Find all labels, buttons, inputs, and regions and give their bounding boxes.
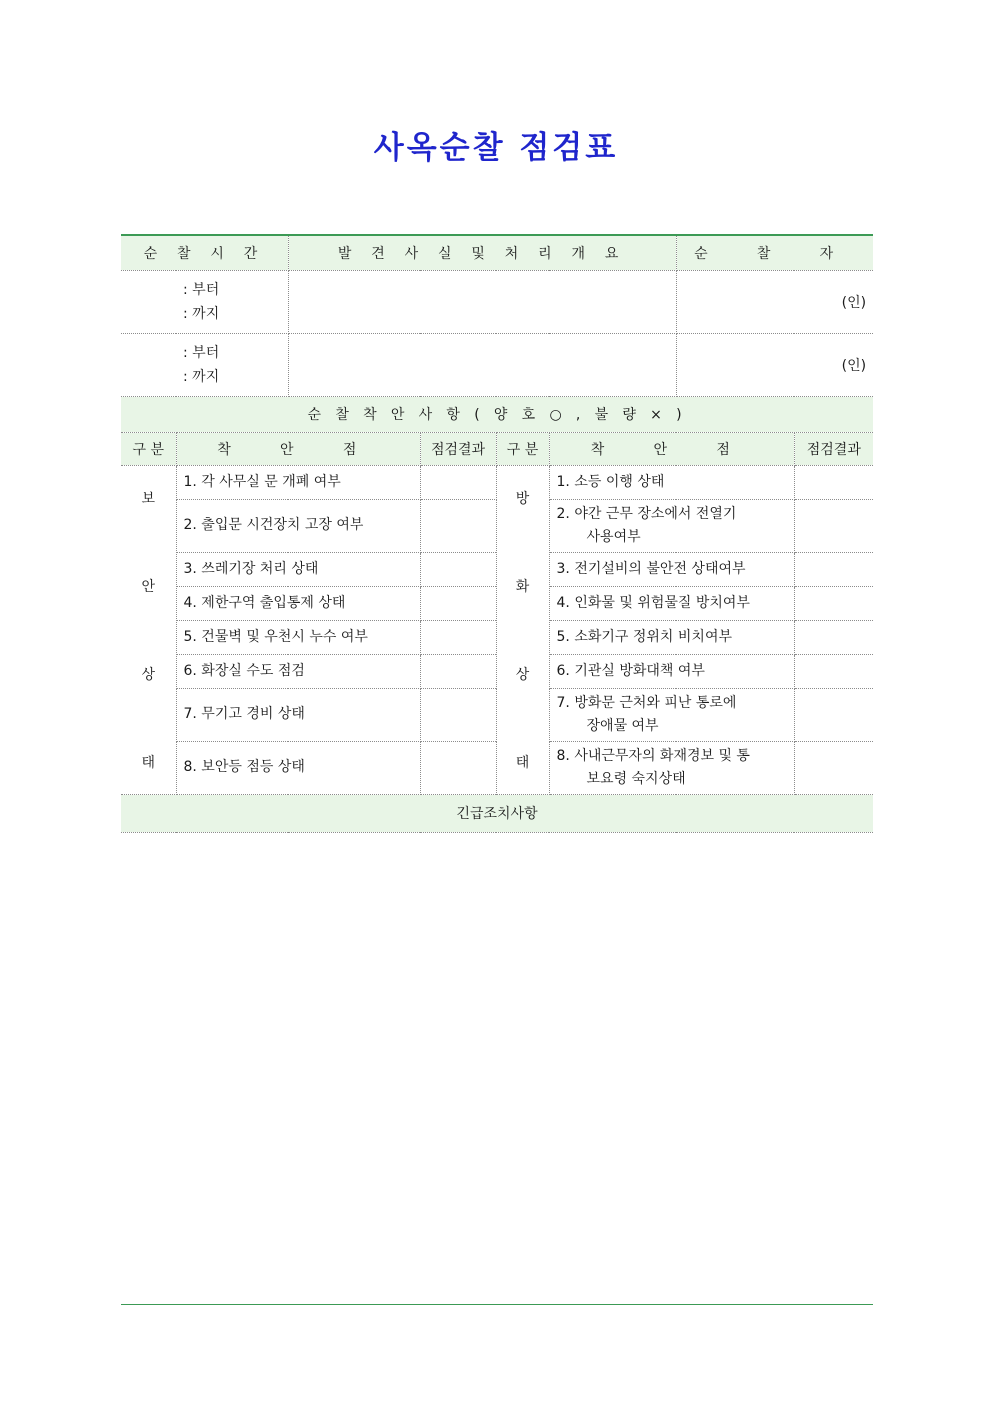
security-item: 4. 제한구역 출입통제 상태	[176, 586, 420, 620]
security-item: 2. 출입문 시건장치 고장 여부	[176, 499, 420, 552]
security-item: 7. 무기고 경비 상태	[176, 688, 420, 741]
col-result-security: 점검결과	[420, 432, 496, 465]
category-fire	[496, 465, 549, 794]
fire-item	[549, 465, 794, 499]
patrol-checklist-table	[121, 234, 873, 833]
category-security	[121, 465, 176, 794]
col-category-fire: 구 분	[496, 432, 549, 465]
fire-result-cell[interactable]	[794, 586, 873, 620]
category-char: 상	[141, 666, 156, 683]
col-point-fire: 착 안 점	[549, 432, 794, 465]
security-result-cell[interactable]	[420, 465, 496, 499]
fire-result-cell[interactable]	[794, 688, 873, 741]
security-result-cell[interactable]	[420, 654, 496, 688]
checklist-heading: 순 찰 착 안 사 항 ( 양 호 ○ , 불 량 × )	[121, 396, 873, 432]
findings-cell[interactable]	[288, 333, 676, 396]
security-item: 8. 보안등 점등 상태	[176, 741, 420, 794]
footer-rule	[121, 1304, 873, 1305]
fire-item	[549, 620, 794, 654]
fire-item	[549, 688, 794, 741]
security-item: 5. 건물벽 및 우천시 누수 여부	[176, 620, 420, 654]
time-to: : 까지	[183, 368, 220, 385]
security-item: 6. 화장실 수도 점검	[176, 654, 420, 688]
category-char: 화	[515, 578, 530, 595]
security-result-cell[interactable]	[420, 620, 496, 654]
security-result-cell[interactable]	[420, 741, 496, 794]
patroller-cell[interactable]	[676, 270, 873, 333]
time-to: : 까지	[183, 305, 220, 322]
patrol-time-cell[interactable]	[121, 270, 288, 333]
findings-cell[interactable]	[288, 270, 676, 333]
seal-mark: (인)	[841, 357, 867, 374]
category-char: 상	[515, 666, 530, 683]
security-result-cell[interactable]	[420, 586, 496, 620]
fire-item-text: 6. 기관실 방화대책 여부	[556, 662, 705, 679]
security-result-cell[interactable]	[420, 552, 496, 586]
header-patrol-time: 순 찰 시 간	[121, 235, 288, 270]
fire-item-text: 4. 인화물 및 위험물질 방치여부	[556, 594, 750, 611]
fire-item-subtext: 보요령 숙지상태	[586, 770, 686, 787]
col-point-security: 착 안 점	[176, 432, 420, 465]
fire-item-text: 2. 야간 근무 장소에서 전열기	[556, 505, 737, 522]
emergency-measures-heading: 긴급조치사항	[121, 794, 873, 832]
fire-result-cell[interactable]	[794, 499, 873, 552]
fire-result-cell[interactable]	[794, 741, 873, 794]
seal-mark: (인)	[841, 294, 867, 311]
fire-result-cell[interactable]	[794, 620, 873, 654]
col-category-security: 구 분	[121, 432, 176, 465]
category-char: 태	[141, 754, 156, 771]
security-result-cell[interactable]	[420, 499, 496, 552]
fire-item-text: 7. 방화문 근처와 피난 통로에	[556, 694, 737, 711]
patrol-time-cell[interactable]	[121, 333, 288, 396]
time-from: : 부터	[183, 344, 220, 361]
fire-item-subtext: 사용여부	[586, 528, 641, 545]
page-title: 사옥순찰 점검표	[373, 130, 619, 166]
category-char: 안	[141, 578, 156, 595]
security-result-cell[interactable]	[420, 688, 496, 741]
col-result-fire: 점검결과	[794, 432, 873, 465]
fire-result-cell[interactable]	[794, 552, 873, 586]
category-char: 방	[515, 490, 530, 507]
fire-item-text: 3. 전기설비의 불안전 상태여부	[556, 560, 746, 577]
category-char: 보	[141, 490, 156, 507]
fire-item	[549, 741, 794, 794]
category-char: 태	[515, 754, 530, 771]
fire-item-text: 5. 소화기구 정위치 비치여부	[556, 628, 732, 645]
fire-result-cell[interactable]	[794, 465, 873, 499]
patroller-cell[interactable]	[676, 333, 873, 396]
fire-item	[549, 586, 794, 620]
time-from: : 부터	[183, 281, 220, 298]
fire-result-cell[interactable]	[794, 654, 873, 688]
fire-item-text: 1. 소등 이행 상태	[556, 473, 665, 490]
patrol-row	[121, 270, 873, 333]
fire-item-text: 8. 사내근무자의 화재경보 및 통	[556, 747, 750, 764]
fire-item	[549, 552, 794, 586]
security-item: 3. 쓰레기장 처리 상태	[176, 552, 420, 586]
header-patroller: 순 찰 자	[676, 235, 873, 270]
fire-item-subtext: 장애물 여부	[586, 717, 659, 734]
header-findings-summary: 발 견 사 실 및 처 리 개 요	[288, 235, 676, 270]
patrol-row	[121, 333, 873, 396]
security-item: 1. 각 사무실 문 개폐 여부	[176, 465, 420, 499]
fire-item	[549, 499, 794, 552]
fire-item	[549, 654, 794, 688]
